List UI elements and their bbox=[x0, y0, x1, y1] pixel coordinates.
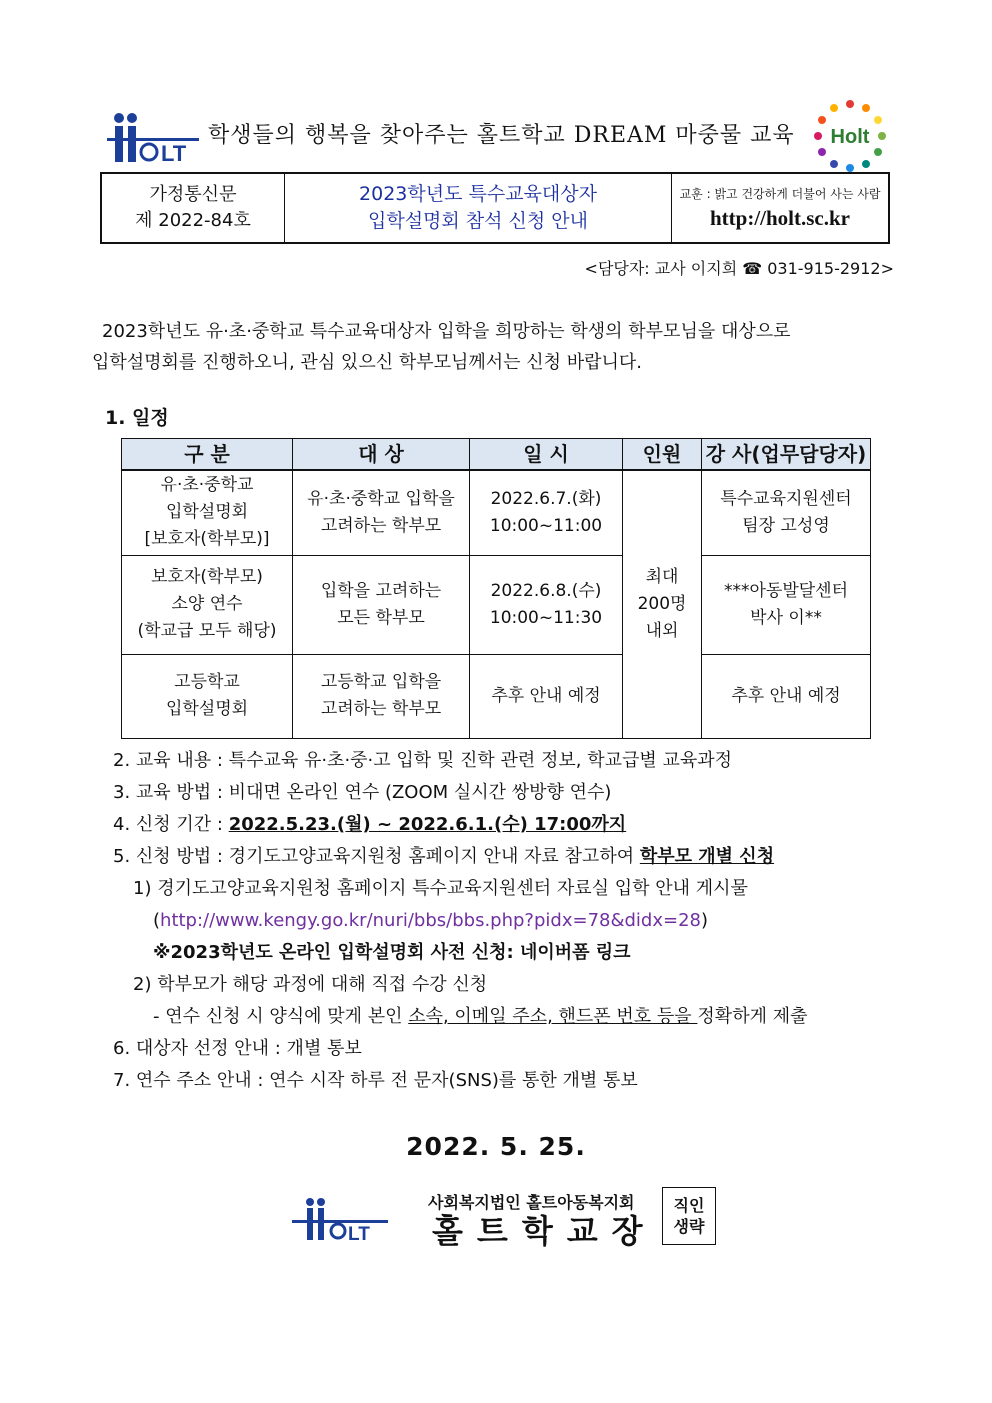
row3-category: 고등학교 입학설명회 bbox=[122, 654, 293, 738]
item-period: 4. 신청 기간 : 2022.5.23.(월) ~ 2022.6.1.(수) 17:00까지 bbox=[113, 814, 627, 835]
newsletter-info bbox=[102, 174, 285, 242]
item-selection: 6. 대상자 선정 안내 : 개별 통보 bbox=[113, 1038, 362, 1059]
document-date: 2022. 5. 25. bbox=[406, 1132, 586, 1161]
title-line1: 2023학년도 특수교육대상자 bbox=[359, 183, 597, 205]
row3-target: 고등학교 입학을 고려하는 학부모 bbox=[293, 654, 470, 738]
application-value: 학부모 개별 신청 bbox=[639, 846, 775, 867]
header-lecturer: 강 사(업무담당자) bbox=[702, 439, 871, 471]
principal-title: 홀트학교장 bbox=[432, 1212, 657, 1250]
title-line2: 입학설명회 참석 신청 안내 bbox=[367, 210, 588, 232]
table-row bbox=[122, 555, 871, 654]
item-address: 7. 연수 주소 안내 : 연수 시작 하루 전 문자(SNS)를 통한 개별 통보 bbox=[113, 1070, 638, 1091]
holt-logo bbox=[105, 112, 205, 166]
section-schedule-title: 1. 일정 bbox=[105, 407, 169, 429]
item-content: 2. 교육 내용 : 특수교육 유·초·중·고 입학 및 진학 관련 정보, 학교급별 교육과정 bbox=[113, 750, 733, 771]
row1-datetime: 2022.6.7.(화) 10:00~11:00 bbox=[470, 470, 623, 555]
newsletter-label: 가정통신문 bbox=[149, 184, 237, 205]
item-application-sub1: 1) 경기도고양교육지원청 홈페이지 특수교육지원센터 자료실 입학 안내 게시물 bbox=[133, 878, 748, 899]
intro-line1: 2023학년도 유·초·중학교 특수교육대상자 입학을 희망하는 학생의 학부모님을 대상으로 bbox=[102, 321, 791, 342]
school-info bbox=[672, 174, 888, 242]
row3-datetime: 추후 안내 예정 bbox=[470, 654, 623, 738]
row1-target: 유·초·중학교 입학을 고려하는 학부모 bbox=[293, 470, 470, 555]
header-target: 대 상 bbox=[293, 439, 470, 471]
header-datetime: 일 시 bbox=[470, 439, 623, 471]
item-application-note: ※2023학년도 온라인 입학설명회 사전 신청: 네이버폼 링크 bbox=[153, 942, 631, 963]
school-url[interactable]: http://holt.sc.kr bbox=[709, 206, 850, 230]
item-application: 5. 신청 방법 : 경기도고양교육지원청 홈페이지 안내 자료 참고하여 학부모 개별 신청 bbox=[113, 846, 775, 867]
holt-logo bbox=[290, 1196, 390, 1244]
school-motto: 교훈 : 밝고 건강하게 더불어 사는 사람 bbox=[679, 187, 881, 201]
row2-category: 보호자(학부모) 소양 연수 (학교급 모두 해당) bbox=[122, 555, 293, 654]
info-list bbox=[113, 745, 903, 1097]
row3-lecturer: 추후 안내 예정 bbox=[702, 654, 871, 738]
guide-link[interactable]: http://www.kengy.go.kr/nuri/bbs/bbs.php?pidx=78&didx=28 bbox=[160, 910, 701, 931]
contact-info: <담당자: 교사 이지희 ☎ 031-915-2912> bbox=[584, 259, 894, 278]
capacity-cell: 최대 200명 내외 bbox=[623, 470, 702, 738]
seal-omitted-box: 직인 생략 bbox=[662, 1187, 716, 1245]
table-row bbox=[122, 654, 871, 738]
item-method: 3. 교육 방법 : 비대면 온라인 연수 (ZOOM 실시간 쌍방향 연수) bbox=[113, 782, 612, 803]
intro-line2: 입학설명회를 진행하오니, 관심 있으신 학부모님께서는 신청 바랍니다. bbox=[92, 352, 643, 373]
organization-name: 사회복지법인 홀트아동복지회 bbox=[428, 1193, 635, 1212]
item-application-sub2: 2) 학부모가 해당 과정에 대해 직접 수강 신청 bbox=[133, 974, 488, 995]
svg-text:Holt: Holt bbox=[830, 126, 870, 148]
row1-lecturer: 특수교육지원센터 팀장 고성영 bbox=[702, 470, 871, 555]
table-row bbox=[122, 470, 871, 555]
item-application-link-line: (http://www.kengy.go.kr/nuri/bbs/bbs.php?pidx=78&didx=28) bbox=[153, 910, 709, 931]
svg-text:LT: LT bbox=[348, 1224, 370, 1244]
school-slogan: 학생들의 행복을 찾아주는 홀트학교 DREAM 마중물 교육 bbox=[208, 123, 795, 148]
table-header-row bbox=[122, 439, 871, 471]
issue-number: 제 2022-84호 bbox=[135, 210, 251, 231]
intro-paragraph bbox=[92, 316, 892, 378]
holt-emblem bbox=[812, 98, 888, 174]
item-application-sub2-detail: - 연수 신청 시 양식에 맞게 본인 소속, 이메일 주소, 핸드폰 번호 등을 정확하게 제출 bbox=[153, 1006, 808, 1027]
row1-category: 유·초·중학교 입학설명회 [보호자(학부모)] bbox=[122, 470, 293, 555]
document-title bbox=[285, 174, 672, 242]
row2-target: 입학을 고려하는 모든 학부모 bbox=[293, 555, 470, 654]
period-value: 2022.5.23.(월) ~ 2022.6.1.(수) 17:00까지 bbox=[228, 814, 627, 835]
newsletter-header bbox=[100, 172, 890, 244]
schedule-table bbox=[121, 438, 871, 739]
row2-lecturer: ***아동발달센터 박사 이** bbox=[702, 555, 871, 654]
header-category: 구 분 bbox=[122, 439, 293, 471]
svg-text:LT: LT bbox=[161, 141, 187, 166]
row2-datetime: 2022.6.8.(수) 10:00~11:30 bbox=[470, 555, 623, 654]
header-capacity: 인원 bbox=[623, 439, 702, 471]
